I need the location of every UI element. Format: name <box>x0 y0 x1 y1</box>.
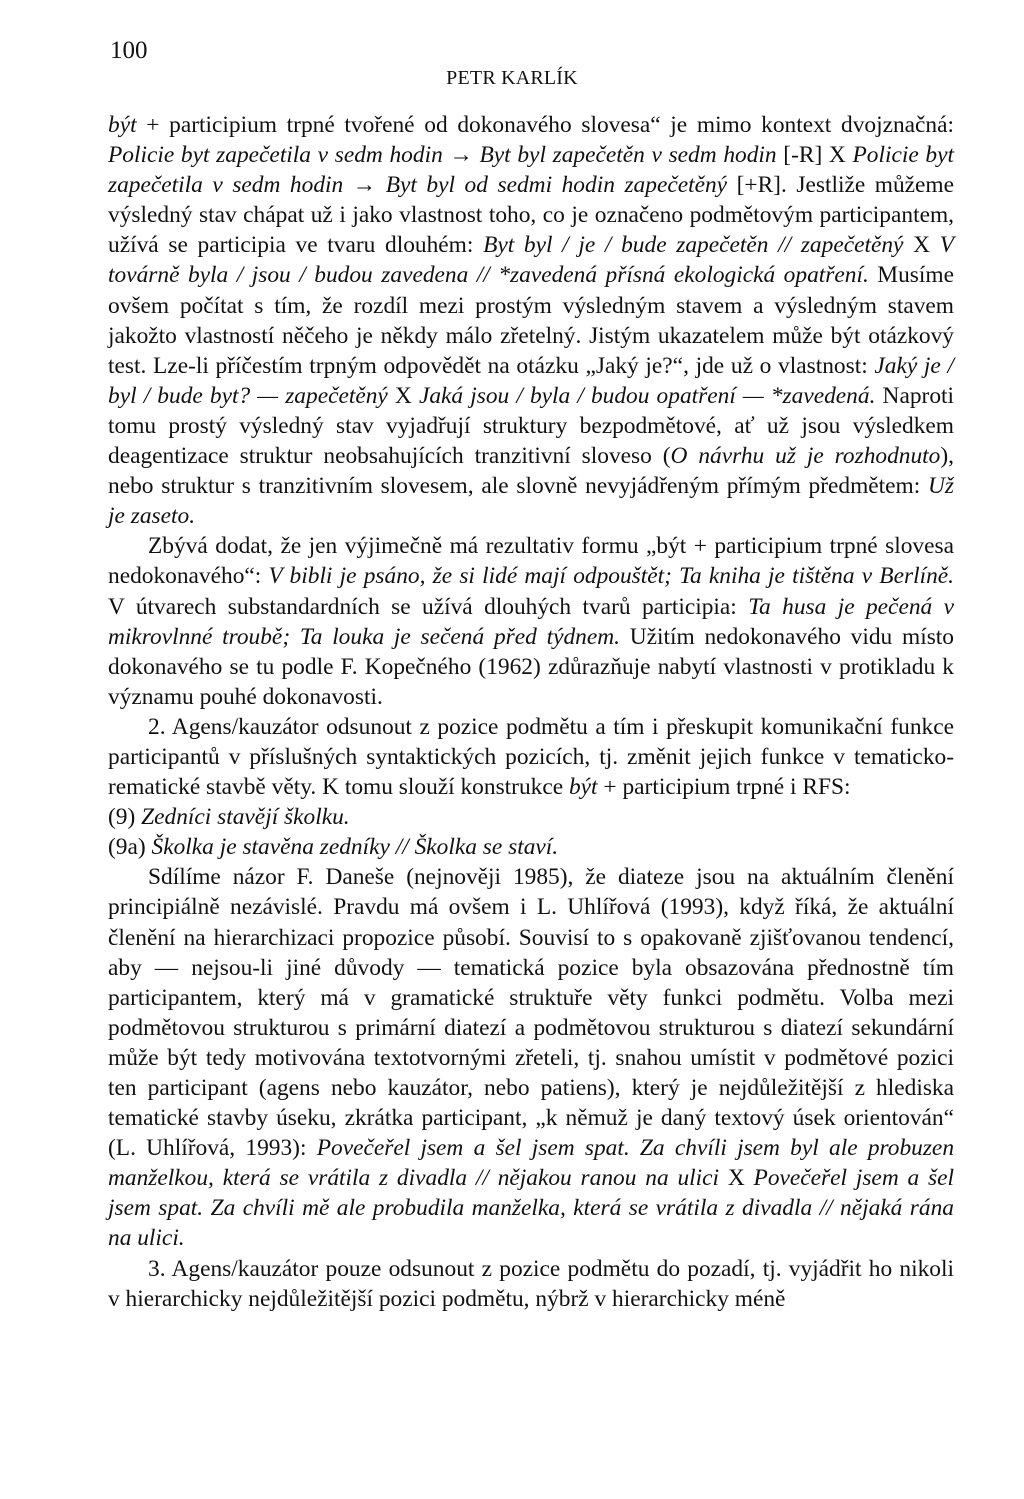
paragraph-functional-sentence-perspective <box>108 862 954 1253</box>
italic-example-text: Už je zaseto. <box>108 473 954 530</box>
italic-example-text: Jaký je / byl / bude byt? — zapečetěný <box>108 352 954 409</box>
text-run: (9) <box>108 804 142 831</box>
page-body <box>108 110 954 1314</box>
italic-example-text: Ta husa je pečená v mikrovlnné troubě; Ta louka je sečená před týdnem. <box>108 593 954 650</box>
text-run: Sdílíme názor F. Daneše (nejnověji 1985), že diateze jsou na aktuálním členění principiálně nezávislé. Pravdu má ovšem i L. Uhlířová (1993), když říká, že aktuální členění na hierarchizaci propozice působí. Souvisí to s opakovaně zjišťovanou tendencí, aby — nejsou-li jiné důvody — tematická pozice byla obsazována přednostně tím participantem, který má v gramatické struktuře věty funkci podmětu. Volba mezi podmětovou strukturou s primární diatezí a podmětovou strukturou s diatezí sekundární může být tedy motivována textotvornými zřeteli, tj. snahou umístit v podmětové pozici ten participant (agens nebo kauzátor, nebo patiens), který je nejdůležitější z hlediska tematické stavby úseku, zkrátka participant, „k němuž je daný textový úsek orientován“ (L. Uhlířová, 1993): <box>108 864 954 1162</box>
text-run: Užitím nedokonavého vidu místo dokonavého se tu podle F. Kopečného (1962) zdůrazňuje nabytí vlastnosti v protikladu k významu pouhé dokonavosti. <box>108 623 954 710</box>
italic-example-text: Jaká jsou / byla / budou opatření — *zavedená. <box>418 382 876 409</box>
italic-example-text: V bibli je psáno, že si lidé mají odpouštět; Ta kniha je tištěna v Berlíně. <box>268 563 954 590</box>
italic-example-text: Policie byt zapečetila v sedm hodin → Byt byl od sedmi hodin zapečetěný <box>108 142 955 199</box>
text-run: (9a) <box>108 834 152 861</box>
example-9 <box>108 802 954 832</box>
example-9a <box>108 832 954 862</box>
italic-example-text: V továrně byla / jsou / budou zavedena // *zavedená přísná ekologická opatření. <box>108 232 954 289</box>
text-run: Naproti tomu prostý výsledný stav vyjadřují struktury bezpodmětové, ať už jsou výsledkem deagentizace struktur neobsahujících tranzitivní sloveso ( <box>108 382 955 470</box>
text-run: X <box>719 1165 754 1192</box>
text-run: + participium trpné tvořené od dokonavého slovesa“ je mimo kontext dvojznačná: <box>136 112 954 138</box>
text-run: [-R] X <box>776 142 853 169</box>
text-run: Musíme ovšem počítat s tím, že rozdíl mezi prostým výsledným stavem a výsledným stavem jakožto vlastností něčeho je někdy málo zřetelný. Jistým ukazatelem může být otázkový test. Lze-li příčestím trpným odpovědět na otázku „Jaký je?“, jde už o vlastnost: <box>108 262 954 379</box>
italic-example-text: Zedníci stavějí školku. <box>141 804 350 831</box>
paragraph-point-2 <box>108 712 954 802</box>
italic-example-text: Povečeřel jsem a šel jsem spat. Za chvíli mě ale probudila manželka, která se vrátila z divadla // nějaká rána na ulici. <box>108 1165 954 1252</box>
italic-example-text: Povečeřel jsem a šel jsem spat. Za chvíli jsem byl ale probuzen manželkou, která se vrátila z divadla // nějakou ranou na ulici <box>108 1135 955 1192</box>
running-head-author: PETR KARLÍK <box>446 67 578 89</box>
italic-example-text: Byt byl / je / bude zapečetěn // zapečetěný <box>483 232 904 259</box>
paragraph-resultative-imperfective <box>108 531 954 712</box>
paragraph-point-3 <box>108 1254 954 1314</box>
italic-example-text: být <box>568 774 598 801</box>
text-run: [+R]. Jestliže můžeme výsledný stav chápat už i jako vlastnost toho, co je označeno podmětovým participantem, užívá se participia ve tvaru dlouhém: <box>108 172 954 259</box>
italic-example-text: být <box>108 112 137 138</box>
text-run: 2. Agens/kauzátor odsunout z pozice podmětu a tím i přeskupit komunikační funkce participantů v příslušných syntaktických pozicích, tj. změnit jejich funkce v tematicko-rematické stavbě věty. K tomu slouží konstrukce <box>108 713 954 801</box>
italic-example-text: O návrhu už je rozhodnuto <box>670 443 941 470</box>
text-run: 3. Agens/kauzátor pouze odsunout z pozice podmětu do pozadí, tj. vyjádřit ho nikoli v hierarchicky nejdůležitější pozici podmětu, nýbrž v hierarchicky méně <box>108 1255 954 1312</box>
italic-example-text: Policie byt zapečetila v sedm hodin → Byt byl zapečetěn v sedm hodin <box>108 142 777 169</box>
paragraph-participle-ambiguity <box>108 110 954 531</box>
text-run: ), nebo struktur s tranzitivním slovesem, ale slovně nevyjádřeným přímým předmětem: <box>108 443 955 500</box>
text-run: X <box>903 232 940 259</box>
text-run: Zbývá dodat, že jen výjimečně má rezultativ formu „být + participium trpné slovesa nedokonavého“: <box>108 533 954 590</box>
text-run: + participium trpné i RFS: <box>597 774 851 801</box>
text-run: X <box>387 382 419 409</box>
italic-example-text: Školka je stavěna zedníky // Školka se staví. <box>151 834 559 861</box>
text-run: V útvarech substandardních se užívá dlouhých tvarů participia: <box>108 593 749 620</box>
page-number: 100 <box>110 37 148 64</box>
